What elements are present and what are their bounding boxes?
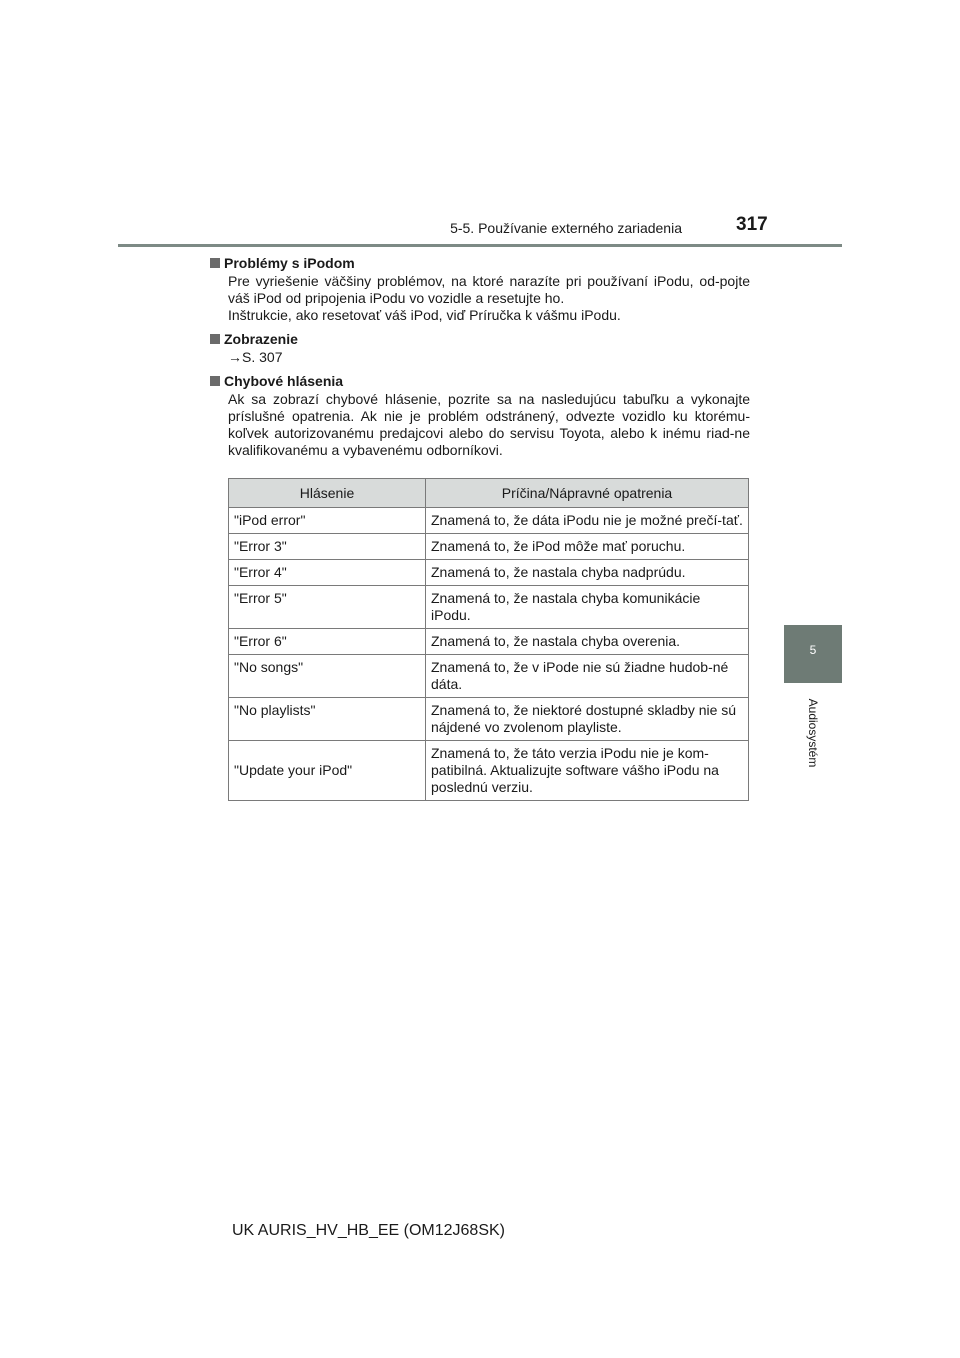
square-bullet-icon: [210, 258, 220, 268]
model-code: UK AURIS_HV_HB_EE (OM12J68SK): [232, 1222, 505, 1239]
section-display: [210, 330, 750, 366]
section-heading-text: Chybové hlásenia: [224, 373, 344, 389]
message-cell: "Error 4": [229, 560, 426, 586]
table-header-message: Hlásenie: [229, 479, 426, 508]
section-title: 5-5. Používanie externého zariadenia: [450, 220, 682, 236]
paragraph: Ak sa zobrazí chybové hlásenie, pozrite sa na nasledujúcu tabuľku a vykonajte príslušné opatrenia. Ak nie je problém odstránený, odvezte vozidlo ku ktorému-koľvek autorizovanému predajcovi alebo do servisu Toyota, alebo k inému riad-ne kvalifikovanému a vybavenému odborníkovi.: [228, 391, 750, 458]
cause-cell: Znamená to, že nastala chyba overenia.: [426, 629, 749, 655]
cause-cell: Znamená to, že dáta iPodu nie je možné prečí-tať.: [426, 508, 749, 534]
section-ipod-problems: [210, 254, 750, 324]
cause-cell: Znamená to, že nastala chyba komunikácie iPodu.: [426, 586, 749, 629]
table-row: [229, 655, 749, 698]
message-cell: "No songs": [229, 655, 426, 698]
message-cell: "Update your iPod": [229, 741, 426, 801]
section-heading-text: Problémy s iPodom: [224, 255, 355, 271]
table-row: [229, 698, 749, 741]
cause-cell: Znamená to, že táto verzia iPodu nie je kom-patibilná. Aktualizujte software vášho iPodu na poslednú verziu.: [426, 741, 749, 801]
message-cell: "iPod error": [229, 508, 426, 534]
message-cell: "Error 3": [229, 534, 426, 560]
page-number: 317: [736, 214, 768, 235]
table-row: [229, 534, 749, 560]
section-body: [210, 273, 750, 324]
paragraph: Inštrukcie, ako resetovať váš iPod, viď Príručka k vášmu iPodu.: [228, 307, 621, 323]
paragraph: Pre vyriešenie väčšiny problémov, na ktoré narazíte pri používaní iPodu, od-pojte váš iPod od pripojenia iPodu vo vozidle a resetujte ho.: [228, 273, 750, 306]
section-body: [210, 349, 750, 366]
section-body: [210, 391, 750, 459]
table-header-cause: Príčina/Nápravné opatrenia: [426, 479, 749, 508]
cause-cell: Znamená to, že nastala chyba nadprúdu.: [426, 560, 749, 586]
table-row: [229, 560, 749, 586]
square-bullet-icon: [210, 376, 220, 386]
table-header-row: [229, 479, 749, 508]
section-heading-text: Zobrazenie: [224, 331, 298, 347]
chapter-label-text: Audiosystém: [806, 698, 820, 768]
section-heading: [210, 372, 750, 391]
header-rule: [118, 244, 842, 247]
table-row: [229, 586, 749, 629]
section-error-messages: [210, 372, 750, 459]
chapter-label: [805, 688, 821, 778]
section-heading: [210, 330, 750, 349]
table-row: [229, 629, 749, 655]
message-cell: "Error 6": [229, 629, 426, 655]
square-bullet-icon: [210, 334, 220, 344]
cause-cell: Znamená to, že iPod môže mať poruchu.: [426, 534, 749, 560]
table-row: [229, 741, 749, 801]
page-reference: →S. 307: [228, 349, 283, 365]
cause-cell: Znamená to, že niektoré dostupné skladby nie sú nájdené vo zvolenom playliste.: [426, 698, 749, 741]
chapter-tab: 5: [784, 625, 842, 683]
message-cell: "Error 5": [229, 586, 426, 629]
cause-cell: Znamená to, že v iPode nie sú žiadne hudob-né dáta.: [426, 655, 749, 698]
content: [210, 254, 750, 465]
table-row: [229, 508, 749, 534]
message-cell: "No playlists": [229, 698, 426, 741]
error-table: [228, 478, 749, 801]
section-heading: [210, 254, 750, 273]
